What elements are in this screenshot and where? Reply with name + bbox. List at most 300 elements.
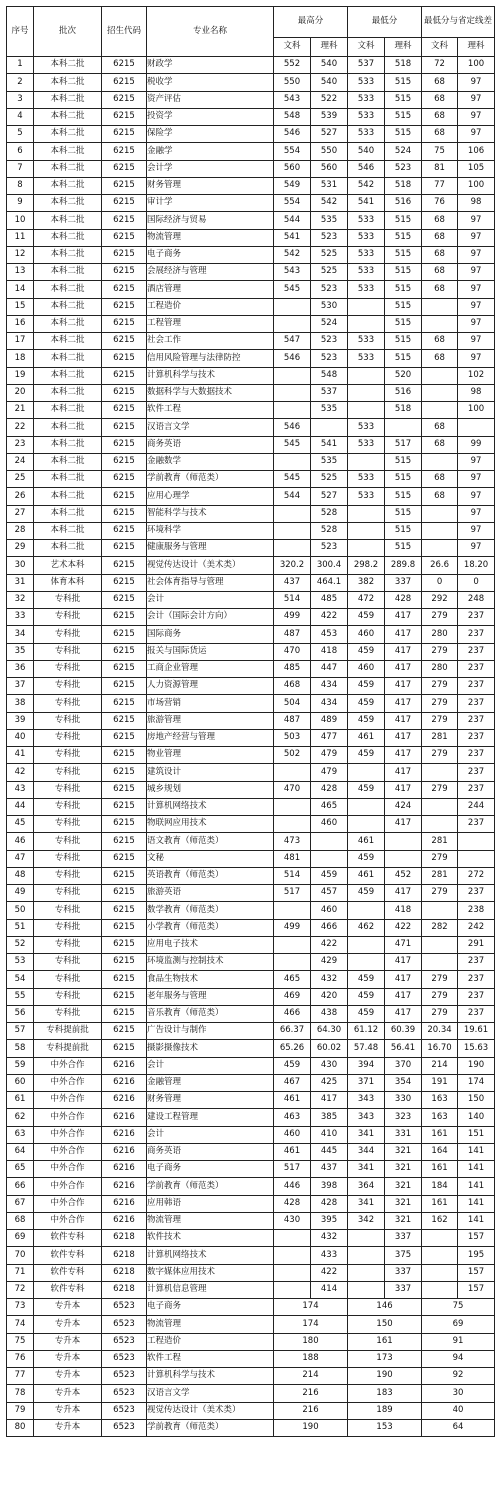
cell-batch: 本科二批 [34, 367, 102, 384]
cell-gap-wen: 279 [422, 885, 458, 902]
table-row [7, 781, 495, 798]
cell-gap-li: 97 [458, 91, 495, 108]
cell-max-wen [274, 522, 311, 539]
cell-min-wen: 343 [348, 1092, 385, 1109]
cell-gap-li: 237 [458, 609, 495, 626]
table-row [7, 1023, 495, 1040]
cell-major: 建设工程管理 [147, 1109, 274, 1126]
cell-max-wen: 487 [274, 626, 311, 643]
cell-code: 6215 [102, 1023, 147, 1040]
cell-gap-li: 97 [458, 333, 495, 350]
cell-major: 摄影摄像技术 [147, 1040, 274, 1057]
cell-min-wen: 344 [348, 1143, 385, 1160]
cell-gap-wen: 281 [422, 729, 458, 746]
cell-index: 5 [7, 126, 34, 143]
cell-batch: 软件专科 [34, 1281, 102, 1298]
cell-max-li: 530 [311, 298, 348, 315]
cell-code: 6215 [102, 229, 147, 246]
cell-code: 6216 [102, 1143, 147, 1160]
table-row [7, 57, 495, 74]
cell-index: 16 [7, 315, 34, 332]
cell-index: 76 [7, 1350, 34, 1367]
cell-gap-li: 237 [458, 1005, 495, 1022]
cell-code: 6215 [102, 591, 147, 608]
table-row [7, 453, 495, 470]
cell-max-wen: 470 [274, 781, 311, 798]
cell-gap-li: 157 [458, 1264, 495, 1281]
cell-max-merged: 174 [274, 1299, 348, 1316]
cell-min-li: 417 [385, 747, 422, 764]
cell-gap-li: 97 [458, 74, 495, 91]
cell-major: 物业管理 [147, 747, 274, 764]
table-row [7, 1419, 495, 1436]
cell-gap-wen: 72 [422, 57, 458, 74]
table-row [7, 660, 495, 677]
cell-max-merged: 216 [274, 1385, 348, 1402]
cell-batch: 中外合作 [34, 1109, 102, 1126]
cell-major: 资产评估 [147, 91, 274, 108]
cell-code: 6523 [102, 1368, 147, 1385]
cell-gap-li: 237 [458, 764, 495, 781]
cell-min-wen: 533 [348, 350, 385, 367]
cell-batch: 本科二批 [34, 453, 102, 470]
cell-gap-wen: 280 [422, 626, 458, 643]
cell-gap-wen [422, 540, 458, 557]
cell-index: 75 [7, 1333, 34, 1350]
cell-major: 审计学 [147, 195, 274, 212]
cell-gap-wen: 279 [422, 781, 458, 798]
cell-major: 商务英语 [147, 1143, 274, 1160]
cell-index: 8 [7, 177, 34, 194]
cell-min-li: 321 [385, 1178, 422, 1195]
cell-max-li: 485 [311, 591, 348, 608]
cell-min-wen: 459 [348, 712, 385, 729]
table-row [7, 1299, 495, 1316]
header-batch: 批次 [34, 7, 102, 57]
cell-max-li: 395 [311, 1212, 348, 1229]
cell-gap-wen: 161 [422, 1161, 458, 1178]
cell-code: 6215 [102, 850, 147, 867]
cell-max-wen: 66.37 [274, 1023, 311, 1040]
cell-max-wen: 428 [274, 1195, 311, 1212]
cell-major: 会计 [147, 1057, 274, 1074]
cell-code: 6215 [102, 246, 147, 263]
table-header [7, 7, 495, 57]
cell-gap-li: 242 [458, 919, 495, 936]
cell-index: 55 [7, 988, 34, 1005]
cell-batch: 本科二批 [34, 505, 102, 522]
cell-major: 财务管理 [147, 177, 274, 194]
cell-index: 70 [7, 1247, 34, 1264]
cell-min-li: 321 [385, 1212, 422, 1229]
cell-gap-li: 174 [458, 1074, 495, 1091]
cell-min-li: 515 [385, 281, 422, 298]
cell-index: 10 [7, 212, 34, 229]
cell-max-li: 434 [311, 695, 348, 712]
cell-max-merged: 174 [274, 1316, 348, 1333]
cell-major: 财务管理 [147, 1092, 274, 1109]
cell-code: 6215 [102, 384, 147, 401]
cell-gap-wen: 279 [422, 988, 458, 1005]
table-row [7, 764, 495, 781]
cell-min-li: 515 [385, 108, 422, 125]
cell-max-wen [274, 936, 311, 953]
cell-batch: 本科二批 [34, 315, 102, 332]
cell-major: 报关与国际货运 [147, 643, 274, 660]
cell-max-merged: 214 [274, 1368, 348, 1385]
cell-min-wen: 542 [348, 177, 385, 194]
cell-gap-li: 15.63 [458, 1040, 495, 1057]
cell-index: 56 [7, 1005, 34, 1022]
cell-max-li: 429 [311, 954, 348, 971]
cell-min-merged: 161 [348, 1333, 422, 1350]
cell-gap-li: 0 [458, 574, 495, 591]
cell-max-li: 525 [311, 264, 348, 281]
cell-batch: 艺术本科 [34, 557, 102, 574]
cell-gap-merged: 64 [422, 1419, 495, 1436]
cell-max-li: 479 [311, 764, 348, 781]
cell-min-wen: 533 [348, 471, 385, 488]
cell-max-li: 432 [311, 1230, 348, 1247]
cell-gap-li: 141 [458, 1212, 495, 1229]
cell-max-li [311, 419, 348, 436]
cell-code: 6216 [102, 1057, 147, 1074]
cell-min-wen [348, 1281, 385, 1298]
cell-index: 80 [7, 1419, 34, 1436]
cell-index: 50 [7, 902, 34, 919]
cell-gap-wen: 279 [422, 678, 458, 695]
cell-min-li: 337 [385, 574, 422, 591]
cell-gap-wen [422, 1230, 458, 1247]
cell-gap-wen: 163 [422, 1092, 458, 1109]
cell-gap-li: 291 [458, 936, 495, 953]
cell-code: 6215 [102, 264, 147, 281]
cell-min-li: 323 [385, 1109, 422, 1126]
cell-max-li: 418 [311, 643, 348, 660]
cell-min-li: 515 [385, 522, 422, 539]
cell-max-wen: 542 [274, 246, 311, 263]
table-row [7, 936, 495, 953]
cell-code: 6215 [102, 126, 147, 143]
cell-min-merged: 146 [348, 1299, 422, 1316]
cell-gap-li: 18.20 [458, 557, 495, 574]
cell-batch: 中外合作 [34, 1057, 102, 1074]
header-max-wen: 文科 [274, 38, 311, 57]
cell-max-wen: 446 [274, 1178, 311, 1195]
cell-index: 21 [7, 402, 34, 419]
cell-index: 1 [7, 57, 34, 74]
cell-max-wen: 499 [274, 919, 311, 936]
cell-index: 32 [7, 591, 34, 608]
cell-index: 58 [7, 1040, 34, 1057]
cell-major: 广告设计与制作 [147, 1023, 274, 1040]
table-row [7, 177, 495, 194]
cell-index: 46 [7, 833, 34, 850]
cell-batch: 本科二批 [34, 264, 102, 281]
table-row [7, 367, 495, 384]
table-row [7, 436, 495, 453]
cell-min-wen [348, 505, 385, 522]
cell-max-wen: 541 [274, 229, 311, 246]
cell-code: 6215 [102, 626, 147, 643]
cell-max-li: 430 [311, 1057, 348, 1074]
cell-min-li: 515 [385, 126, 422, 143]
cell-major: 工商企业管理 [147, 660, 274, 677]
cell-gap-li: 97 [458, 471, 495, 488]
cell-batch: 专升本 [34, 1299, 102, 1316]
cell-code: 6215 [102, 729, 147, 746]
cell-index: 14 [7, 281, 34, 298]
cell-min-li: 516 [385, 195, 422, 212]
cell-gap-li: 98 [458, 384, 495, 401]
cell-max-li: 414 [311, 1281, 348, 1298]
cell-max-li: 464.1 [311, 574, 348, 591]
cell-max-li: 434 [311, 678, 348, 695]
cell-gap-wen: 68 [422, 419, 458, 436]
cell-code: 6215 [102, 298, 147, 315]
cell-major: 计算机科学与技术 [147, 367, 274, 384]
cell-max-li: 385 [311, 1109, 348, 1126]
cell-max-wen [274, 402, 311, 419]
cell-major: 应用电子技术 [147, 936, 274, 953]
cell-max-li: 535 [311, 453, 348, 470]
cell-index: 22 [7, 419, 34, 436]
cell-min-li: 518 [385, 57, 422, 74]
table-row [7, 264, 495, 281]
cell-batch: 本科二批 [34, 177, 102, 194]
cell-min-wen: 472 [348, 591, 385, 608]
cell-min-li: 428 [385, 591, 422, 608]
cell-min-wen: 533 [348, 436, 385, 453]
cell-code: 6216 [102, 1195, 147, 1212]
cell-max-wen: 465 [274, 971, 311, 988]
cell-min-merged: 153 [348, 1419, 422, 1436]
cell-gap-li: 141 [458, 1161, 495, 1178]
cell-min-li: 417 [385, 678, 422, 695]
cell-max-wen: 460 [274, 1126, 311, 1143]
cell-gap-wen: 162 [422, 1212, 458, 1229]
cell-gap-li: 97 [458, 246, 495, 263]
cell-major: 物流管理 [147, 1212, 274, 1229]
cell-major: 视觉传达设计（美术类） [147, 557, 274, 574]
cell-batch: 本科二批 [34, 195, 102, 212]
cell-max-wen: 543 [274, 91, 311, 108]
cell-gap-wen [422, 402, 458, 419]
cell-code: 6215 [102, 833, 147, 850]
cell-min-wen: 459 [348, 971, 385, 988]
cell-gap-li: 237 [458, 816, 495, 833]
table-row [7, 488, 495, 505]
cell-min-wen: 459 [348, 1005, 385, 1022]
cell-max-li: 453 [311, 626, 348, 643]
cell-max-wen: 459 [274, 1057, 311, 1074]
cell-max-li: 525 [311, 471, 348, 488]
header-code: 招生代码 [102, 7, 147, 57]
cell-index: 71 [7, 1264, 34, 1281]
header-major: 专业名称 [147, 7, 274, 57]
cell-index: 42 [7, 764, 34, 781]
cell-min-li: 452 [385, 867, 422, 884]
cell-min-wen: 460 [348, 660, 385, 677]
cell-batch: 专科批 [34, 971, 102, 988]
cell-code: 6215 [102, 971, 147, 988]
cell-major: 汉语言文学 [147, 419, 274, 436]
cell-gap-wen: 279 [422, 747, 458, 764]
cell-max-li: 64.30 [311, 1023, 348, 1040]
cell-min-wen: 394 [348, 1057, 385, 1074]
cell-gap-merged: 94 [422, 1350, 495, 1367]
cell-batch: 本科二批 [34, 350, 102, 367]
cell-gap-wen [422, 1281, 458, 1298]
cell-gap-li: 237 [458, 712, 495, 729]
table-row [7, 1230, 495, 1247]
cell-code: 6523 [102, 1385, 147, 1402]
cell-gap-li: 97 [458, 298, 495, 315]
table-row [7, 678, 495, 695]
cell-max-merged: 190 [274, 1419, 348, 1436]
cell-max-li: 542 [311, 195, 348, 212]
cell-min-wen: 298.2 [348, 557, 385, 574]
cell-min-wen: 459 [348, 747, 385, 764]
cell-max-li: 548 [311, 367, 348, 384]
cell-code: 6216 [102, 1178, 147, 1195]
cell-gap-li: 141 [458, 1143, 495, 1160]
cell-index: 35 [7, 643, 34, 660]
cell-min-merged: 190 [348, 1368, 422, 1385]
cell-batch: 专科批 [34, 764, 102, 781]
cell-max-li: 432 [311, 971, 348, 988]
cell-min-wen: 533 [348, 229, 385, 246]
cell-max-li: 438 [311, 1005, 348, 1022]
cell-gap-li: 237 [458, 971, 495, 988]
cell-index: 69 [7, 1230, 34, 1247]
cell-min-li: 417 [385, 764, 422, 781]
cell-min-wen [348, 902, 385, 919]
cell-index: 18 [7, 350, 34, 367]
cell-major: 电子商务 [147, 1299, 274, 1316]
table-row [7, 1040, 495, 1057]
cell-code: 6216 [102, 1074, 147, 1091]
cell-batch: 本科二批 [34, 333, 102, 350]
cell-min-li: 515 [385, 229, 422, 246]
cell-min-li: 417 [385, 695, 422, 712]
cell-batch: 本科二批 [34, 108, 102, 125]
cell-code: 6218 [102, 1281, 147, 1298]
cell-code: 6215 [102, 143, 147, 160]
cell-max-li: 541 [311, 436, 348, 453]
cell-gap-li: 97 [458, 212, 495, 229]
cell-min-wen: 541 [348, 195, 385, 212]
table-row [7, 850, 495, 867]
cell-min-li: 515 [385, 471, 422, 488]
cell-index: 9 [7, 195, 34, 212]
cell-max-wen: 546 [274, 350, 311, 367]
header-max-li: 理科 [311, 38, 348, 57]
cell-min-li: 354 [385, 1074, 422, 1091]
cell-gap-li [458, 833, 495, 850]
cell-max-wen: 514 [274, 867, 311, 884]
cell-code: 6215 [102, 1040, 147, 1057]
table-row [7, 126, 495, 143]
cell-batch: 专升本 [34, 1350, 102, 1367]
table-body [7, 57, 495, 1437]
cell-gap-li: 99 [458, 436, 495, 453]
cell-min-wen [348, 522, 385, 539]
cell-index: 20 [7, 384, 34, 401]
cell-gap-wen: 68 [422, 108, 458, 125]
cell-major: 工程管理 [147, 315, 274, 332]
cell-max-wen: 461 [274, 1092, 311, 1109]
cell-gap-wen: 68 [422, 488, 458, 505]
cell-major: 语文教育（师范类） [147, 833, 274, 850]
cell-batch: 本科二批 [34, 74, 102, 91]
cell-index: 49 [7, 885, 34, 902]
cell-gap-wen: 68 [422, 74, 458, 91]
cell-batch: 专科批 [34, 695, 102, 712]
cell-batch: 本科二批 [34, 540, 102, 557]
cell-batch: 中外合作 [34, 1178, 102, 1195]
cell-major: 汉语言文学 [147, 1385, 274, 1402]
cell-major: 老年服务与管理 [147, 988, 274, 1005]
cell-batch: 专升本 [34, 1333, 102, 1350]
cell-code: 6215 [102, 885, 147, 902]
cell-max-li: 527 [311, 488, 348, 505]
cell-code: 6215 [102, 160, 147, 177]
cell-min-li: 56.41 [385, 1040, 422, 1057]
cell-max-wen [274, 384, 311, 401]
cell-min-li: 417 [385, 816, 422, 833]
header-gap-over-line: 最低分与省定线差 [422, 7, 495, 38]
cell-index: 43 [7, 781, 34, 798]
cell-min-li: 417 [385, 712, 422, 729]
cell-gap-wen: 279 [422, 1005, 458, 1022]
table-row [7, 747, 495, 764]
cell-min-wen [348, 1264, 385, 1281]
cell-batch: 中外合作 [34, 1143, 102, 1160]
cell-max-li: 523 [311, 540, 348, 557]
cell-max-li: 465 [311, 798, 348, 815]
cell-code: 6523 [102, 1316, 147, 1333]
cell-gap-li: 151 [458, 1126, 495, 1143]
cell-max-li: 466 [311, 919, 348, 936]
cell-batch: 本科二批 [34, 402, 102, 419]
cell-major: 金融学 [147, 143, 274, 160]
cell-min-wen: 459 [348, 643, 385, 660]
cell-code: 6215 [102, 57, 147, 74]
table-row [7, 195, 495, 212]
cell-major: 应用韩语 [147, 1195, 274, 1212]
cell-index: 79 [7, 1402, 34, 1419]
table-row [7, 885, 495, 902]
cell-code: 6215 [102, 540, 147, 557]
cell-gap-merged: 30 [422, 1385, 495, 1402]
cell-min-li: 515 [385, 91, 422, 108]
cell-gap-li: 272 [458, 867, 495, 884]
cell-min-wen: 533 [348, 419, 385, 436]
cell-code: 6216 [102, 1212, 147, 1229]
cell-min-li: 370 [385, 1057, 422, 1074]
cell-batch: 中外合作 [34, 1195, 102, 1212]
cell-max-wen: 502 [274, 747, 311, 764]
cell-gap-li: 19.61 [458, 1023, 495, 1040]
cell-min-li: 518 [385, 177, 422, 194]
cell-min-wen [348, 402, 385, 419]
cell-index: 65 [7, 1161, 34, 1178]
cell-index: 7 [7, 160, 34, 177]
cell-min-wen: 533 [348, 91, 385, 108]
cell-code: 6215 [102, 333, 147, 350]
cell-max-wen: 554 [274, 195, 311, 212]
